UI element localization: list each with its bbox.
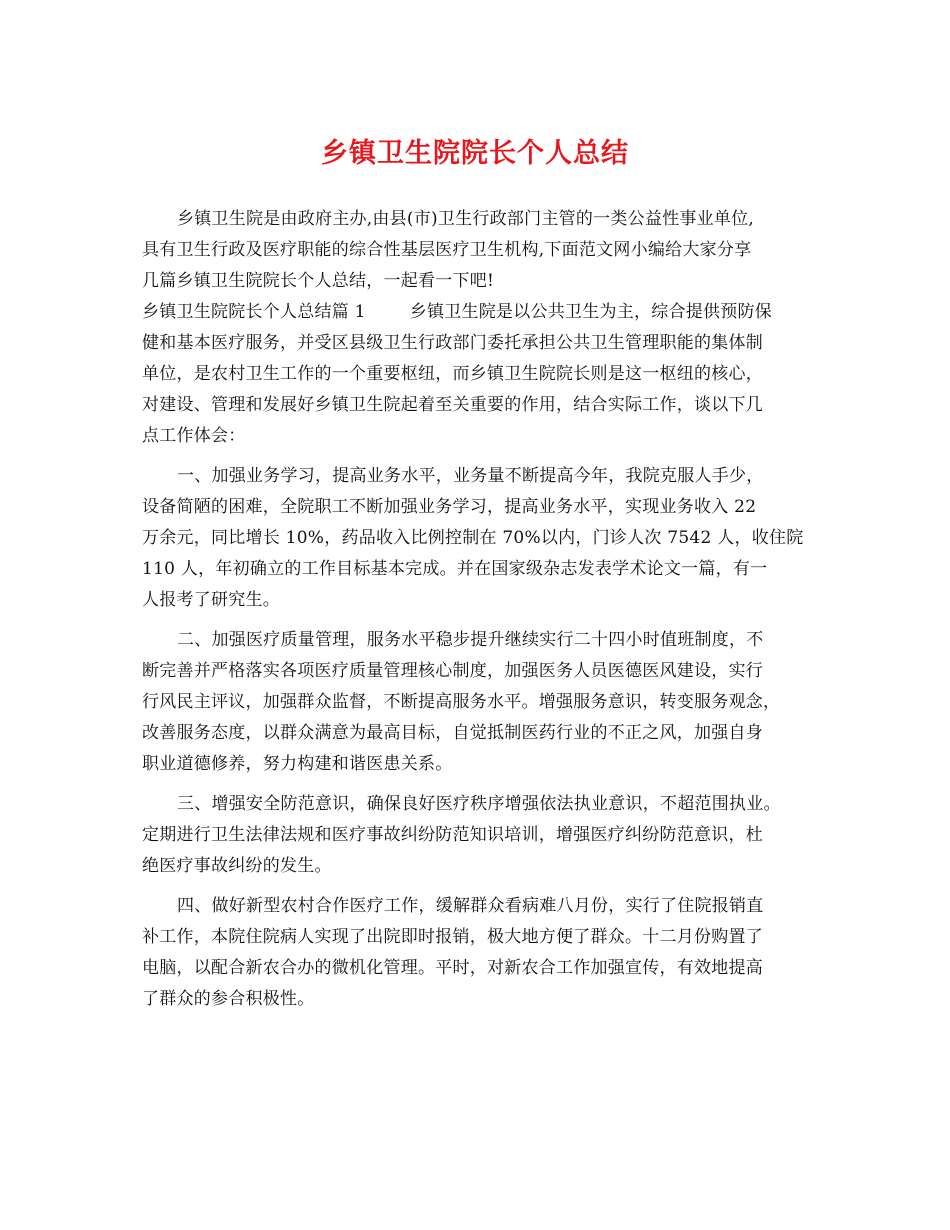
text-line: 电脑，以配合新农合办的微机化管理。平时，对新农合工作加强宣传，有效地提高 bbox=[142, 958, 763, 978]
document-body bbox=[142, 204, 832, 1015]
text-line: 了群众的参合积极性。 bbox=[142, 989, 315, 1009]
paragraph-business-study bbox=[142, 461, 832, 616]
paragraph-spacing bbox=[142, 780, 832, 789]
text-line: 几篇乡镇卫生院院长个人总结，一起看一下吧! bbox=[142, 271, 495, 291]
paragraph-cooperative-medical bbox=[142, 891, 832, 1015]
text-line: 具有卫生行政及医疗职能的综合性基层医疗卫生机构,下面范文网小编给大家分享 bbox=[142, 240, 752, 260]
text-line: 万余元，同比增长 10%，药品收入比例控制在 70%以内，门诊人次 7542 人，收住院 bbox=[142, 528, 804, 548]
paragraph-spacing bbox=[142, 452, 832, 461]
text-line: 一、加强业务学习，提高业务水平，业务量不断提高今年，我院克服人手少， bbox=[177, 466, 764, 486]
text-line: 设备简陋的困难，全院职工不断加强业务学习，提高业务水平，实现业务收入 22 bbox=[142, 497, 757, 517]
text-line bbox=[142, 297, 832, 328]
text-line: 绝医疗事故纠纷的发生。 bbox=[142, 856, 332, 876]
section-first-line-text: 乡镇卫生院是以公共卫生为主，综合提供预防保 bbox=[409, 302, 772, 322]
text-line: 行风民主评议，加强群众监督，不断提高服务水平。增强服务意识，转变服务观念， bbox=[142, 692, 781, 712]
text-line: 对建设、管理和发展好乡镇卫生院起着至关重要的作用，结合实际工作，谈以下几 bbox=[142, 395, 763, 415]
text-line: 补工作，本院住院病人实现了出院即时报销，极大地方便了群众。十二月份购置了 bbox=[142, 927, 763, 947]
section-heading: 乡镇卫生院院长个人总结篇 1 bbox=[142, 302, 366, 322]
text-line: 断完善并严格落实各项医疗质量管理核心制度，加强医务人员医德医风建设，实行 bbox=[142, 661, 763, 681]
text-line: 定期进行卫生法律法规和医疗事故纠纷防范知识培训，增强医疗纠纷防范意识，杜 bbox=[142, 825, 763, 845]
text-line: 人报考了研究生。 bbox=[142, 590, 280, 610]
text-line: 乡镇卫生院是由政府主办,由县(市)卫生行政部门主管的一类公益性事业单位, bbox=[177, 209, 755, 229]
text-line: 110 人，年初确立的工作目标基本完成。并在国家级杂志发表学术论文一篇，有一 bbox=[142, 559, 768, 579]
text-line: 单位，是农村卫生工作的一个重要枢纽，而乡镇卫生院院长则是这一枢纽的核心， bbox=[142, 364, 763, 384]
document-title: 乡镇卫生院院长个人总结 bbox=[321, 138, 629, 169]
section-1-paragraph bbox=[142, 297, 832, 452]
text-line: 四、做好新型农村合作医疗工作，缓解群众看病难八月份，实行了住院报销直 bbox=[177, 896, 764, 916]
paragraph-spacing bbox=[142, 882, 832, 891]
text-line: 改善服务态度，以群众满意为最高目标，自觉抵制医药行业的不正之风，加强自身 bbox=[142, 723, 763, 743]
paragraph-spacing bbox=[142, 616, 832, 625]
text-line: 健和基本医疗服务，并受区县级卫生行政部门委托承担公共卫生管理职能的集体制 bbox=[142, 333, 763, 353]
paragraph-quality-management bbox=[142, 625, 832, 780]
text-line: 三、增强安全防范意识，确保良好医疗秩序增强依法执业意识，不超范围执业。 bbox=[177, 794, 781, 814]
text-line: 点工作体会： bbox=[142, 426, 246, 446]
paragraph-safety bbox=[142, 789, 832, 882]
text-line: 二、加强医疗质量管理，服务水平稳步提升继续实行二十四小时值班制度，不 bbox=[177, 630, 764, 650]
intro-paragraph bbox=[142, 204, 832, 297]
text-line: 职业道德修养，努力构建和谐医患关系。 bbox=[142, 754, 453, 774]
